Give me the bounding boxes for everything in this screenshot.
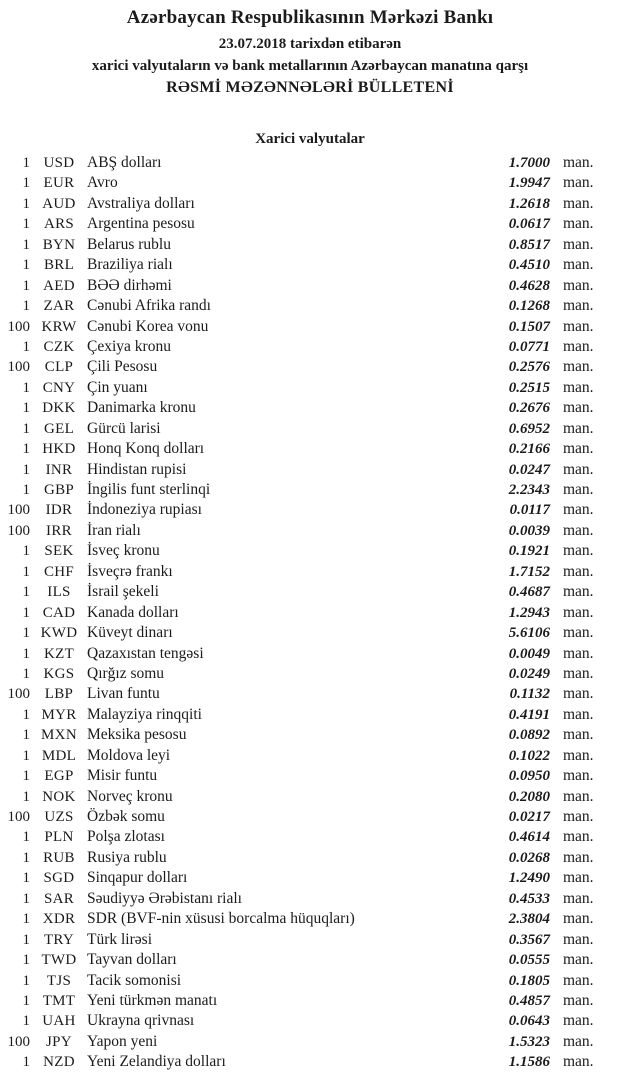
rate-value: 0.0049 [508, 645, 550, 662]
rate-unit-label: man. [563, 664, 594, 682]
currency-name: Meksika pesosu [87, 726, 187, 744]
rate-unit-label: man. [563, 215, 594, 233]
currency-code: EUR [43, 175, 75, 192]
currency-name: Ukrayna qrivnası [87, 1012, 195, 1030]
currency-code: IRR [46, 522, 72, 539]
currency-name: Səudiyyə Ərəbistanı rialı [87, 889, 242, 907]
currency-name: Hindistan rupisi [87, 460, 187, 478]
rate-unit-label: man. [563, 256, 594, 274]
table-row [0, 562, 620, 582]
currency-code: UAH [42, 1013, 76, 1030]
currency-code: KGS [43, 665, 75, 682]
rate-value: 0.0892 [508, 727, 550, 744]
table-row [0, 1032, 620, 1052]
currency-code: INR [45, 461, 73, 478]
rate-unit-label: man. [563, 848, 594, 866]
currency-code: DKK [42, 400, 76, 417]
currency-name: Çin yuanı [87, 378, 148, 396]
currency-name: Belarus rublu [87, 235, 171, 253]
rate-value: 1.9947 [508, 175, 550, 192]
currency-code: TWD [41, 952, 77, 969]
table-row [0, 971, 620, 991]
rate-value: 0.0268 [508, 849, 550, 866]
currency-code: MYR [41, 706, 77, 723]
rate-quantity: 100 [7, 809, 30, 825]
rate-value: 0.2515 [508, 379, 550, 396]
section-title-foreign-currencies: Xarici valyutalar [255, 131, 365, 147]
rate-quantity: 100 [7, 1033, 30, 1050]
rate-value: 0.0771 [508, 338, 550, 355]
rate-unit-label: man. [563, 562, 594, 580]
currency-name: İndoneziya rupiası [87, 501, 202, 519]
bulletin-title: RƏSMİ MƏZƏNNƏLƏRİ BÜLLETENİ [166, 79, 454, 96]
rate-quantity: 1 [22, 972, 30, 989]
rate-quantity: 1 [22, 706, 30, 723]
currency-code: LBP [44, 686, 74, 703]
rate-value: 0.0117 [509, 502, 550, 519]
bank-name-title: Azərbaycan Respublikasının Mərkəzi Bankı [126, 7, 494, 28]
rate-quantity: 1 [22, 584, 30, 601]
currency-code: CAD [42, 604, 76, 621]
currency-name: Türk lirəsi [87, 930, 152, 948]
rate-value: 1.2490 [508, 870, 550, 887]
rate-unit-label: man. [563, 951, 594, 969]
currency-code: KWD [40, 625, 78, 642]
currency-name: ABŞ dolları [87, 154, 162, 171]
rate-unit-label: man. [563, 787, 594, 805]
rate-quantity: 1 [22, 155, 30, 171]
rate-unit-label: man. [563, 808, 594, 825]
rate-unit-label: man. [563, 419, 594, 437]
table-row [0, 684, 620, 704]
currency-code: JPY [46, 1033, 72, 1050]
rate-unit-label: man. [563, 971, 594, 989]
currency-name: Avro [87, 174, 118, 192]
currency-name: Yeni Zelandiya dolları [87, 1053, 226, 1071]
rate-quantity: 1 [22, 747, 30, 764]
table-row [0, 357, 620, 377]
table-row [0, 460, 620, 480]
rate-value: 0.2080 [508, 788, 550, 805]
rate-unit-label: man. [563, 317, 594, 335]
effective-date-line: 23.07.2018 tarixdən etibarən [218, 36, 402, 52]
rate-unit-label: man. [563, 460, 594, 478]
rate-value: 0.4628 [508, 277, 550, 294]
rate-unit-label: man. [563, 624, 594, 642]
rate-value: 0.8517 [508, 236, 550, 253]
rate-quantity: 1 [22, 1013, 30, 1030]
rate-unit-label: man. [563, 481, 594, 498]
rate-quantity: 1 [22, 604, 30, 621]
currency-code: BYN [42, 236, 76, 253]
table-row [0, 930, 620, 950]
rate-value: 0.0249 [508, 665, 550, 682]
currency-name: Küveyt dinarı [87, 624, 173, 642]
currency-name: Misir funtu [87, 767, 158, 785]
table-row [0, 664, 620, 684]
rate-quantity: 1 [22, 645, 30, 662]
rate-unit-label: man. [563, 644, 594, 662]
table-row [0, 541, 620, 561]
table-row [0, 378, 620, 398]
currency-name: Norveç kronu [87, 787, 173, 805]
currency-code: MDL [41, 747, 77, 764]
table-row [0, 235, 620, 255]
currency-code: USD [43, 155, 75, 171]
rate-unit-label: man. [563, 1053, 594, 1071]
rate-unit-label: man. [563, 276, 594, 294]
rate-unit-label: man. [563, 930, 594, 948]
currency-name: Çexiya kronu [87, 337, 171, 355]
table-row [0, 255, 620, 275]
rate-unit-label: man. [563, 337, 594, 355]
rate-unit-label: man. [563, 1012, 594, 1030]
rate-quantity: 1 [22, 441, 30, 458]
currency-code: RUB [43, 849, 75, 866]
rate-unit-label: man. [563, 746, 594, 764]
rate-value: 2.3804 [508, 911, 550, 928]
rate-quantity: 1 [22, 420, 30, 437]
rate-quantity: 1 [22, 482, 30, 498]
table-row [0, 991, 620, 1011]
currency-name: Malayziya rinqqiti [87, 705, 202, 723]
rate-value: 0.0555 [508, 952, 550, 969]
rate-unit-label: man. [563, 869, 594, 887]
rate-unit-label: man. [563, 378, 594, 396]
rate-quantity: 1 [22, 379, 30, 396]
currency-name: Tayvan dolları [87, 951, 177, 969]
currency-name: Moldova leyi [87, 746, 171, 764]
table-row [0, 317, 620, 337]
table-row [0, 1052, 620, 1072]
table-row [0, 725, 620, 745]
currency-name: Tacik somonisi [87, 971, 182, 989]
rate-value: 0.2166 [508, 441, 550, 458]
currency-code: TJS [46, 972, 72, 989]
table-row [0, 623, 620, 643]
subject-line: xarici valyutaların və bank metallarının Azərbaycan manatına qarşı [91, 58, 529, 74]
rate-value: 0.0950 [508, 768, 550, 785]
currency-name: Gürcü larisi [87, 419, 161, 437]
table-row [0, 848, 620, 868]
rate-unit-label: man. [563, 194, 594, 212]
currency-name: Özbək somu [87, 808, 165, 825]
currency-name: Polşa zlotası [87, 828, 165, 846]
currency-name: İran rialı [87, 521, 141, 539]
table-row [0, 827, 620, 847]
currency-code: GEL [43, 420, 75, 437]
currency-name: Yeni türkmən manatı [87, 991, 218, 1009]
rate-value: 0.1022 [508, 747, 550, 764]
rate-value: 0.4614 [508, 829, 550, 846]
currency-name: Yapon yeni [87, 1032, 158, 1050]
currency-name: Sinqapur dolları [87, 869, 188, 887]
rate-quantity: 1 [22, 952, 30, 969]
rate-quantity: 1 [22, 338, 30, 355]
rate-quantity: 1 [22, 849, 30, 866]
currency-code: CZK [43, 338, 75, 355]
rate-value: 0.4191 [508, 706, 550, 723]
currency-code: EGP [44, 768, 74, 785]
rate-unit-label: man. [563, 358, 594, 376]
table-row [0, 521, 620, 541]
rate-value: 0.3567 [508, 931, 550, 948]
table-row [0, 173, 620, 193]
rate-quantity: 1 [22, 992, 30, 1009]
rate-quantity: 1 [22, 890, 30, 907]
table-row [0, 787, 620, 807]
currency-code: CHF [43, 563, 75, 580]
rate-quantity: 1 [22, 400, 30, 417]
table-row [0, 603, 620, 623]
table-row [0, 705, 620, 725]
currency-code: MXN [41, 727, 77, 744]
rate-unit-label: man. [563, 297, 594, 315]
currency-code: SAR [43, 890, 75, 907]
rate-value: 2.2343 [508, 482, 550, 498]
currency-name: Kanada dolları [87, 603, 179, 621]
rate-unit-label: man. [563, 705, 594, 723]
currency-name: İsveçrə frankı [87, 562, 173, 580]
currency-code: NZD [43, 1054, 75, 1071]
rate-quantity: 1 [22, 563, 30, 580]
currency-code: KZT [43, 645, 75, 662]
currency-code: HKD [42, 441, 76, 458]
table-row [0, 337, 620, 357]
rate-quantity: 1 [22, 298, 30, 315]
rate-quantity: 100 [7, 686, 30, 703]
rate-value: 0.1268 [508, 298, 550, 315]
currency-name: Argentina pesosu [87, 215, 195, 233]
currency-code: XDR [42, 911, 76, 928]
rate-quantity: 1 [22, 236, 30, 253]
currency-code: NOK [42, 788, 76, 805]
rate-value: 0.1921 [508, 543, 550, 560]
rate-value: 0.6952 [508, 420, 550, 437]
currency-name: Cənubi Afrika randı [87, 297, 211, 315]
rate-unit-label: man. [563, 828, 594, 846]
rate-quantity: 1 [22, 931, 30, 948]
rate-quantity: 1 [22, 625, 30, 642]
currency-code: SEK [44, 543, 74, 560]
rate-unit-label: man. [563, 910, 594, 928]
currency-code: ARS [43, 216, 75, 233]
currency-code: ILS [47, 584, 71, 601]
table-row [0, 746, 620, 766]
rate-unit-label: man. [563, 174, 594, 192]
rate-unit-label: man. [563, 501, 594, 519]
rate-quantity: 100 [7, 318, 30, 335]
rate-value: 0.0617 [508, 216, 550, 233]
table-row [0, 276, 620, 296]
currency-name: SDR (BVF-nin xüsusi borcalma hüquqları) [87, 910, 355, 928]
rate-quantity: 100 [7, 502, 30, 519]
table-row [0, 909, 620, 929]
document-header [0, 0, 620, 96]
table-row [0, 419, 620, 439]
currency-code: BRL [43, 257, 75, 274]
rate-value: 1.5323 [508, 1033, 550, 1050]
rate-quantity: 1 [22, 727, 30, 744]
rate-unit-label: man. [563, 889, 594, 907]
rate-value: 0.2676 [508, 400, 550, 417]
rate-quantity: 1 [22, 277, 30, 294]
rate-value: 0.4533 [508, 890, 550, 907]
table-row [0, 194, 620, 214]
rate-quantity: 1 [22, 788, 30, 805]
currency-code: UZS [44, 809, 74, 825]
rate-quantity: 1 [22, 175, 30, 192]
rate-quantity: 1 [22, 216, 30, 233]
currency-name: İngilis funt sterlinqi [87, 481, 211, 498]
currency-code: CLP [44, 359, 74, 376]
rate-value: 0.0039 [508, 522, 550, 539]
rate-unit-label: man. [563, 1032, 594, 1050]
currency-name: Qazaxıstan tengəsi [87, 644, 204, 662]
rate-value: 0.4510 [508, 257, 550, 274]
currency-name: İsrail şekeli [87, 583, 159, 601]
rate-quantity: 1 [22, 768, 30, 785]
rate-value: 0.0643 [508, 1013, 550, 1030]
table-row [0, 439, 620, 459]
currency-name: Çili Pesosu [87, 358, 158, 376]
table-row [0, 950, 620, 970]
currency-name: Danimarka kronu [87, 399, 196, 417]
rate-quantity: 1 [22, 870, 30, 887]
currency-name: Cənubi Korea vonu [87, 317, 209, 335]
rate-quantity: 1 [22, 195, 30, 212]
currency-name: İsveç kronu [87, 542, 160, 560]
currency-name: Avstraliya dolları [87, 194, 195, 212]
rate-value: 0.0247 [508, 461, 550, 478]
rate-value: 1.7152 [508, 563, 550, 580]
rate-unit-label: man. [563, 767, 594, 785]
table-row [0, 500, 620, 520]
table-row [0, 398, 620, 418]
rate-quantity: 100 [7, 522, 30, 539]
currency-code: ZAR [43, 298, 75, 315]
rate-quantity: 1 [22, 257, 30, 274]
currency-name: Honq Konq dolları [87, 440, 205, 458]
rate-quantity: 1 [22, 1054, 30, 1071]
currency-code: AUD [42, 195, 76, 212]
table-row [0, 582, 620, 602]
rate-value: 0.4687 [508, 584, 550, 601]
table-row [0, 296, 620, 316]
rate-value: 0.0217 [508, 809, 550, 825]
rate-unit-label: man. [563, 235, 594, 253]
rate-value: 0.4857 [508, 992, 550, 1009]
rate-quantity: 100 [7, 359, 30, 376]
currency-name: Livan funtu [87, 685, 160, 703]
rate-value: 1.2943 [508, 604, 550, 621]
rate-quantity: 1 [22, 829, 30, 846]
rate-quantity: 1 [22, 543, 30, 560]
rate-value: 0.1132 [509, 686, 550, 703]
rate-unit-label: man. [563, 726, 594, 744]
currency-code: AED [43, 277, 75, 294]
currency-code: PLN [44, 829, 74, 846]
rate-quantity: 1 [22, 911, 30, 928]
rate-unit-label: man. [563, 603, 594, 621]
currency-code: KRW [41, 318, 77, 335]
table-row [0, 214, 620, 234]
table-row [0, 153, 620, 173]
rate-unit-label: man. [563, 440, 594, 458]
rates-table [0, 153, 620, 1073]
rate-unit-label: man. [563, 521, 594, 539]
rate-unit-label: man. [563, 991, 594, 1009]
rate-unit-label: man. [563, 542, 594, 560]
rate-value: 1.1586 [508, 1054, 550, 1071]
currency-code: IDR [45, 502, 73, 519]
table-row [0, 480, 620, 500]
rate-value: 1.2618 [508, 195, 550, 212]
table-row [0, 766, 620, 786]
rate-quantity: 1 [22, 461, 30, 478]
rate-unit-label: man. [563, 685, 594, 703]
currency-code: TRY [43, 931, 75, 948]
currency-name: BƏƏ dirhəmi [87, 276, 172, 294]
currency-code: SGD [43, 870, 75, 887]
currency-name: Rusiya rublu [87, 848, 167, 866]
table-row [0, 807, 620, 827]
rate-value: 0.1805 [508, 972, 550, 989]
currency-code: TMT [42, 992, 76, 1009]
rate-value: 1.7000 [508, 155, 550, 171]
table-row [0, 868, 620, 888]
rate-unit-label: man. [563, 154, 594, 171]
rate-value: 0.2576 [508, 359, 550, 376]
currency-name: Braziliya rialı [87, 256, 173, 274]
rate-value: 0.1507 [508, 318, 550, 335]
currency-name: Qırğız somu [87, 664, 165, 682]
rate-unit-label: man. [563, 399, 594, 417]
table-row [0, 1011, 620, 1031]
rate-quantity: 1 [22, 665, 30, 682]
rate-value: 5.6106 [508, 625, 550, 642]
currency-code: GBP [43, 482, 75, 498]
table-row [0, 889, 620, 909]
table-row [0, 644, 620, 664]
rate-unit-label: man. [563, 583, 594, 601]
currency-code: CNY [42, 379, 76, 396]
